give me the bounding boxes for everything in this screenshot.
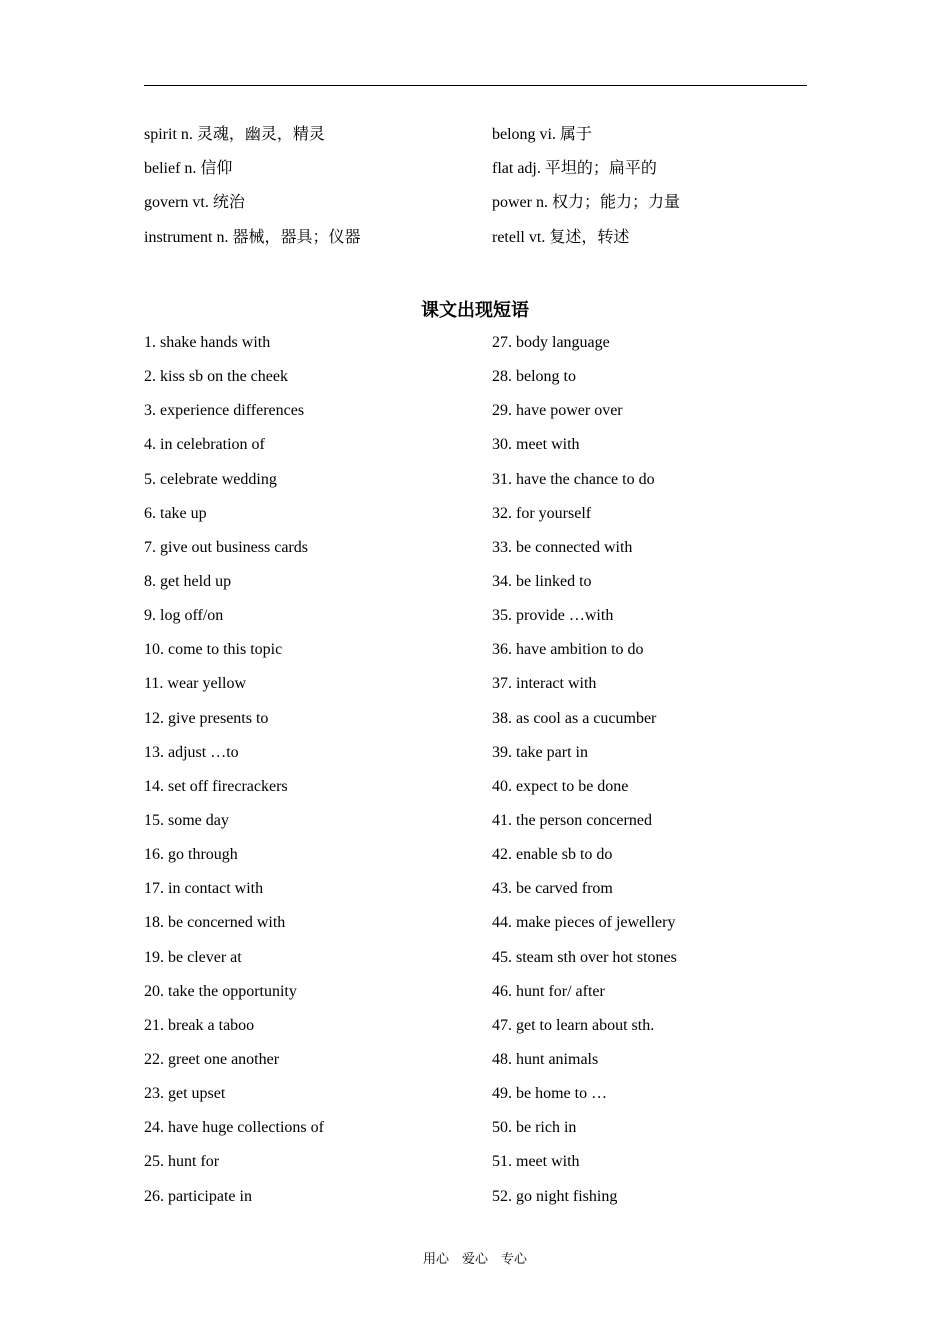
phrase-item: 15. some day — [144, 811, 229, 829]
phrase-item: 8. get held up — [144, 572, 232, 590]
phrase-item: 34. be linked to — [492, 572, 592, 590]
phrase-item: 2. kiss sb on the cheek — [144, 368, 288, 386]
phrase-item: 22. greet one another — [144, 1050, 280, 1068]
phrase-item: 4. in celebration of — [144, 436, 265, 454]
phrase-item: 35. provide …with — [492, 607, 614, 625]
phrase-item: 29. have power over — [492, 402, 623, 420]
vocab-entry: instrument n. 器械，器具；仪器 — [144, 228, 361, 246]
phrase-item: 27. body language — [492, 334, 610, 351]
phrase-item: 20. take the opportunity — [144, 982, 297, 1000]
phrase-item: 41. the person concerned — [492, 811, 652, 829]
phrase-item: 38. as cool as a cucumber — [492, 709, 657, 727]
phrase-item: 3. experience differences — [144, 402, 305, 420]
phrase-item: 51. meet with — [492, 1153, 580, 1171]
section-title: 课文出现短语 — [421, 300, 529, 321]
vocab-entry: belief n. 信仰 — [144, 160, 233, 178]
phrase-item: 5. celebrate wedding — [144, 470, 277, 488]
phrase-item: 33. be connected with — [492, 538, 633, 556]
phrase-item: 13. adjust …to — [144, 743, 239, 761]
phrase-item: 30. meet with — [492, 436, 580, 454]
phrase-item: 44. make pieces of jewellery — [492, 914, 676, 932]
phrase-item: 37. interact with — [492, 675, 597, 693]
phrase-item: 21. break a taboo — [144, 1016, 255, 1034]
page-footer: 用心 爱心 专心 — [422, 1252, 527, 1267]
phrase-item: 23. get upset — [144, 1085, 226, 1103]
header-rule — [144, 85, 807, 86]
phrase-list — [144, 328, 807, 1216]
phrase-item: 49. be home to … — [492, 1085, 608, 1103]
phrase-item: 1. shake hands with — [144, 334, 271, 351]
phrase-item: 50. be rich in — [492, 1119, 577, 1137]
phrase-item: 16. go through — [144, 846, 238, 864]
phrase-item: 25. hunt for — [144, 1153, 220, 1171]
phrase-item: 19. be clever at — [144, 948, 242, 966]
vocab-entry: belong vi. 属于 — [492, 126, 592, 143]
vocabulary-list — [144, 120, 807, 257]
phrase-item: 7. give out business cards — [144, 538, 308, 556]
phrase-item: 48. hunt animals — [492, 1050, 599, 1068]
phrase-item: 31. have the chance to do — [492, 470, 655, 488]
vocab-entry: flat adj. 平坦的；扁平的 — [492, 160, 657, 178]
phrase-item: 42. enable sb to do — [492, 846, 613, 864]
phrase-item: 14. set off firecrackers — [144, 777, 288, 795]
phrase-item: 46. hunt for/ after — [492, 982, 605, 1000]
phrase-item: 12. give presents to — [144, 709, 269, 727]
vocab-entry: power n. 权力；能力；力量 — [492, 194, 680, 212]
phrase-item: 18. be concerned with — [144, 914, 286, 932]
phrase-item: 11. wear yellow — [144, 675, 247, 693]
vocab-entry: spirit n. 灵魂，幽灵，精灵 — [144, 126, 325, 143]
vocab-entry: govern vt. 统治 — [144, 194, 245, 212]
phrase-item: 26. participate in — [144, 1187, 252, 1205]
phrase-item: 43. be carved from — [492, 880, 613, 898]
phrase-item: 52. go night fishing — [492, 1187, 618, 1205]
phrase-item: 47. get to learn about sth. — [492, 1016, 655, 1034]
vocab-entry: retell vt. 复述，转述 — [492, 228, 630, 246]
phrase-item: 28. belong to — [492, 368, 576, 386]
phrase-item: 45. steam sth over hot stones — [492, 948, 677, 966]
phrase-item: 32. for yourself — [492, 504, 592, 522]
phrase-item: 39. take part in — [492, 743, 588, 761]
phrase-item: 17. in contact with — [144, 880, 264, 898]
phrase-item: 24. have huge collections of — [144, 1119, 324, 1137]
phrase-item: 36. have ambition to do — [492, 641, 644, 659]
phrase-item: 10. come to this topic — [144, 641, 283, 659]
phrase-item: 6. take up — [144, 504, 207, 522]
phrase-item: 40. expect to be done — [492, 777, 629, 795]
phrase-item: 9. log off/on — [144, 607, 224, 625]
